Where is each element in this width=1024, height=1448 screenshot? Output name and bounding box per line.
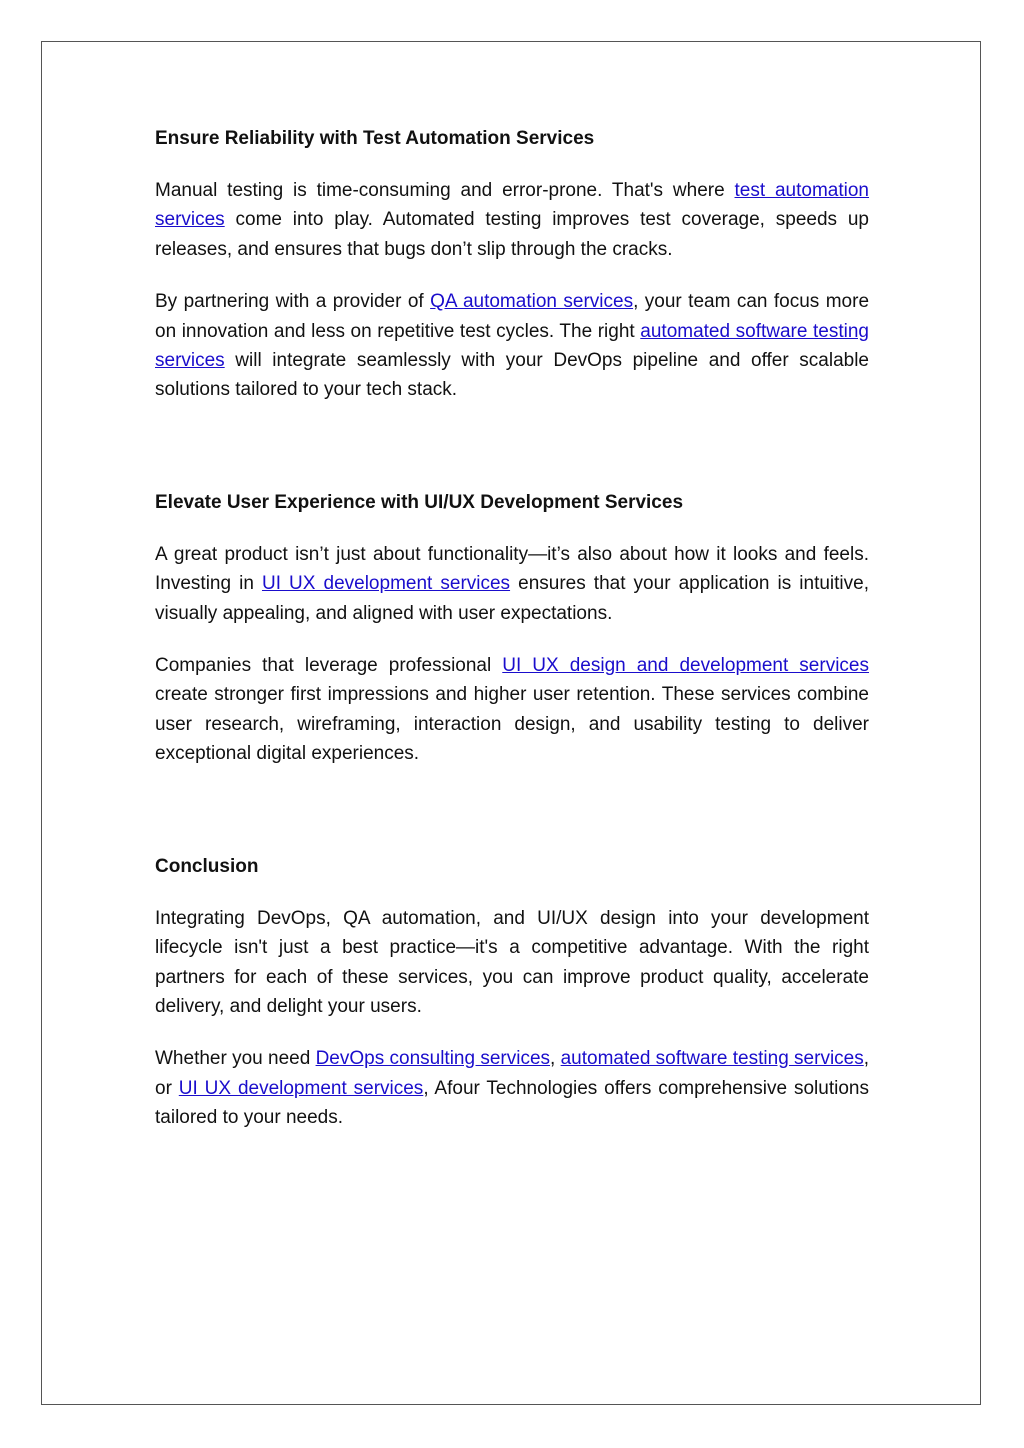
paragraph-text: Whether you need (155, 1048, 316, 1070)
paragraph-text: will integrate seamlessly with your DevOps pipeline and offer scalable solutions tailored to your tech stack. (155, 350, 869, 401)
paragraph-integrating (155, 904, 869, 1022)
link-ui-ux-design-and-development-services[interactable]: UI UX design and development services (502, 655, 869, 677)
paragraph-text: , or (155, 1048, 870, 1099)
paragraph-text: Companies that leverage professional (155, 655, 503, 677)
paragraph-manual-testing (155, 176, 869, 264)
paragraph-text: come into play. Automated testing improves test coverage, speeds up releases, and ensures that bugs don’t slip through the cracks. (155, 209, 869, 260)
document-content (155, 124, 869, 1156)
paragraph-whether-you-need (155, 1044, 869, 1132)
link-devops-consulting-services[interactable]: DevOps consulting services (315, 1048, 551, 1070)
section-heading-ui-ux: Elevate User Experience with UI/UX Development Services (155, 491, 684, 513)
link-automated-software-testing-services[interactable]: automated software testing services (155, 320, 870, 372)
paragraph-text: , (550, 1048, 561, 1070)
paragraph-text: ensures that your application is intuitive, visually appealing, and aligned with user expectations. (155, 573, 869, 624)
section-spacer (155, 428, 869, 488)
section-heading-conclusion: Conclusion (155, 855, 259, 877)
link-ui-ux-development-services-2[interactable]: UI UX development services (178, 1077, 424, 1099)
link-ui-ux-development-services[interactable]: UI UX development services (261, 573, 511, 595)
paragraph-text: Integrating DevOps, QA automation, and UI/UX design into your development lifecycle isn't just a best practice—it's a competitive advantage. With the right partners for each of these services, you can improve product quality, accelerate delivery, and delight your users. (155, 907, 869, 1017)
paragraph-text: , Afour Technologies offers comprehensive solutions tailored to your needs. (155, 1077, 869, 1129)
paragraph-great-product (155, 540, 869, 628)
section-heading-test-automation: Ensure Reliability with Test Automation Services (155, 128, 595, 149)
paragraph-qa-partnering (155, 287, 869, 405)
paragraph-text: create stronger first impressions and higher user retention. These services combine user research, wireframing, interaction design, and usability testing to deliver exceptional digital experiences. (155, 684, 869, 765)
section-spacer (155, 792, 869, 852)
paragraph-text: A great product isn’t just about functionality—it’s also about how it looks and feels. Investing in (155, 543, 869, 595)
link-qa-automation-services[interactable]: QA automation services (430, 291, 634, 313)
link-test-automation-services[interactable]: test automation services (155, 180, 869, 231)
paragraph-text: Manual testing is time-consuming and error-prone. That's where (155, 180, 735, 201)
paragraph-text: By partnering with a provider of (155, 291, 431, 313)
paragraph-companies-leverage (155, 651, 869, 769)
paragraph-text: , your team can focus more on innovation and less on repetitive test cycles. The right (155, 291, 870, 342)
link-automated-software-testing-services-2[interactable]: automated software testing services (560, 1048, 864, 1070)
